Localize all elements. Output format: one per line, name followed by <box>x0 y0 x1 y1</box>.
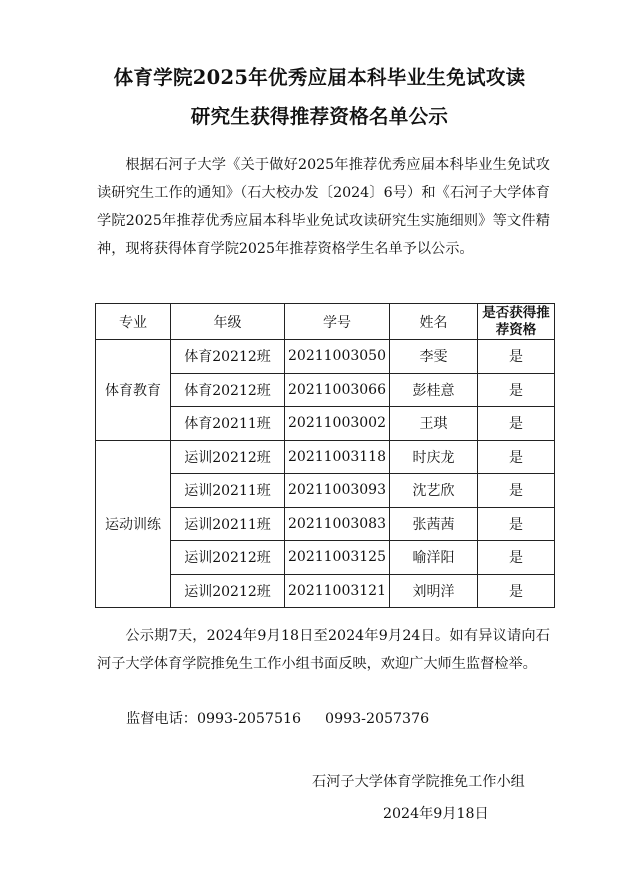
recommendation-table <box>95 303 555 608</box>
header-student-id: 学号 <box>285 304 390 340</box>
header-name: 姓名 <box>390 304 478 340</box>
student-name-cell: 李雯 <box>390 340 478 374</box>
qualified-cell: 是 <box>478 474 555 508</box>
student-id-cell: 20211003002 <box>285 407 390 441</box>
qualified-cell: 是 <box>478 541 555 575</box>
table-header-row <box>96 304 555 340</box>
notice-paragraph: 公示期7天，2024年9月18日至2024年9月24日。如有异议请向石河子大学体育学院推免生工作小组书面反映，欢迎广大师生监督检举。 <box>97 628 550 672</box>
supervision-phone <box>126 708 429 728</box>
signature-date: 2024年9月18日 <box>383 806 489 822</box>
qualified-cell: 是 <box>478 507 555 541</box>
document-title-line1: 体育学院2025年优秀应届本科毕业生免试攻读 <box>113 66 526 89</box>
grade-cell: 运训20211班 <box>171 474 285 508</box>
student-name-cell: 喻洋阳 <box>390 541 478 575</box>
grade-cell: 运训20212班 <box>171 440 285 474</box>
student-id-cell: 20211003118 <box>285 440 390 474</box>
document-title-line2: 研究生获得推荐资格名单公示 <box>190 105 449 128</box>
student-id-cell: 20211003066 <box>285 373 390 407</box>
student-name-cell: 沈艺欣 <box>390 474 478 508</box>
major-cell: 运动训练 <box>96 440 171 608</box>
grade-cell: 体育20212班 <box>171 340 285 374</box>
phone-number-1: 0993-2057516 <box>196 711 302 727</box>
student-name-cell: 王琪 <box>390 407 478 441</box>
student-name-cell: 刘明洋 <box>390 574 478 608</box>
student-id-cell: 20211003050 <box>285 340 390 374</box>
table-row <box>96 440 555 474</box>
signature-organization: 石河子大学体育学院推免工作小组 <box>312 774 525 790</box>
student-id-cell: 20211003093 <box>285 474 390 508</box>
grade-cell: 体育20211班 <box>171 407 285 441</box>
phone-label: 监督电话： <box>126 711 197 727</box>
grade-cell: 运训20212班 <box>171 574 285 608</box>
grade-cell: 运训20212班 <box>171 541 285 575</box>
header-major: 专业 <box>96 304 171 340</box>
student-name-cell: 张茜茜 <box>390 507 478 541</box>
student-id-cell: 20211003083 <box>285 507 390 541</box>
intro-paragraph: 根据石河子大学《关于做好2025年推荐优秀应届本科毕业生免试攻读研究生工作的通知》（石大校办发〔2024〕6号）和《石河子大学体育学院2025年推荐优秀应届本科毕业免试攻读研究生实施细则》等文件精神，现将获得体育学院2025年推荐资格学生名单予以公示。 <box>97 157 550 257</box>
qualified-cell: 是 <box>478 440 555 474</box>
student-id-cell: 20211003125 <box>285 541 390 575</box>
student-name-cell: 彭桂意 <box>390 373 478 407</box>
qualified-cell: 是 <box>478 407 555 441</box>
major-cell: 体育教育 <box>96 340 171 441</box>
student-id-cell: 20211003121 <box>285 574 390 608</box>
student-name-cell: 时庆龙 <box>390 440 478 474</box>
qualified-cell: 是 <box>478 373 555 407</box>
grade-cell: 体育20212班 <box>171 373 285 407</box>
header-qualified: 是否获得推荐资格 <box>478 304 555 340</box>
phone-number-2: 0993-2057376 <box>325 711 430 727</box>
table-row <box>96 340 555 374</box>
qualified-cell: 是 <box>478 340 555 374</box>
grade-cell: 运训20211班 <box>171 507 285 541</box>
header-grade: 年级 <box>171 304 285 340</box>
qualified-cell: 是 <box>478 574 555 608</box>
